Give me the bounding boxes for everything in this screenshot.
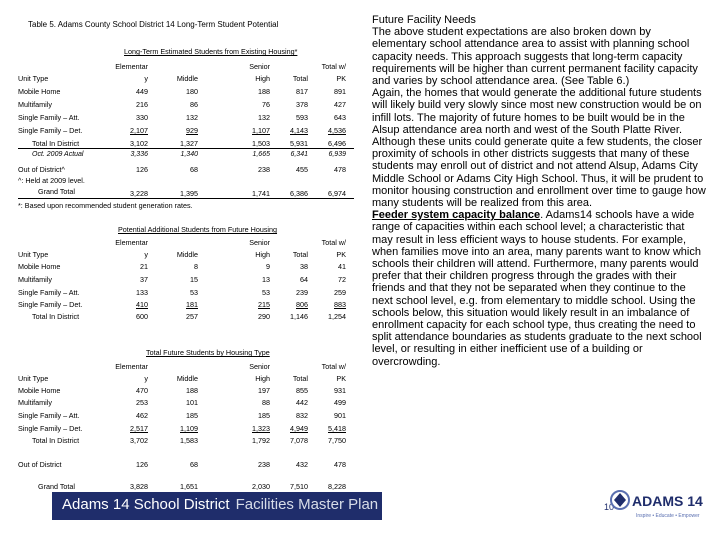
section-heading: Potential Additional Students from Future Housing	[118, 225, 278, 234]
row-label: Total In District	[32, 312, 80, 321]
cell: 593	[296, 113, 308, 122]
col-header: Elementar	[115, 362, 148, 371]
cell: 215	[258, 300, 270, 309]
cell: 133	[136, 288, 148, 297]
col-header: PK	[336, 74, 346, 83]
paragraph	[372, 209, 708, 368]
table-title: Table 5. Adams County School District 14 Long-Term Student Potential	[28, 20, 279, 29]
cell: 1,665	[252, 151, 270, 158]
cell: 1,395	[180, 189, 198, 198]
cell: 4,536	[328, 126, 346, 135]
plan-name: Facilities Master Plan	[235, 496, 379, 513]
cell: 2,107	[130, 126, 148, 135]
cell: 8,228	[328, 482, 346, 491]
cell: 478	[334, 460, 346, 469]
cell: 643	[334, 113, 346, 122]
feeder-label: Feeder system capacity balance	[372, 209, 541, 222]
col-header: y	[144, 74, 148, 83]
paragraph: The above student expectations are also broken down by elementary school attendance area to assist with planning school capacity needs. This approach suggests that long-term capacity requirements will be higher than current permanent facility capacity and varies by school attendance area. (See Table 6.)	[372, 26, 698, 88]
cell: 7,750	[328, 436, 346, 445]
cell: 188	[258, 87, 270, 96]
cell: 378	[296, 100, 308, 109]
paragraph-body: . Adams14 schools have a wide range of capacities within each school level; a characteristic that may result in less efficient ways to house students. For example, when families move into an area, many parents want to know which schools their children will attend. Furthermore, many parents would prefer that their children progress through the grades with their friends and that they not be separated when they continue to the next school level, e.g. from elementary to middle school. Using the schools below, this situation would likely result in an imbalance of enrollment capacity for each school type, thus creating the need to split attendance boundaries as students graduate to the next school level, or resulting in either inefficient use of a building or overcrowding.	[372, 209, 702, 368]
row-label: Total In District	[32, 436, 80, 445]
col-header: y	[144, 374, 148, 383]
col-header: Middle	[176, 250, 198, 259]
cell: 126	[136, 460, 148, 469]
col-header: PK	[336, 374, 346, 383]
cell: 41	[338, 262, 346, 271]
col-header: Senior	[249, 62, 270, 71]
divider	[18, 198, 354, 199]
cell: 185	[258, 411, 270, 420]
cell: 1,503	[252, 139, 270, 148]
col-header: y	[144, 250, 148, 259]
col-header: Total	[292, 374, 308, 383]
cell: 7,510	[290, 482, 308, 491]
cell: 13	[262, 275, 270, 284]
note: ^: Held at 2009 level.	[18, 176, 85, 185]
district-logo	[580, 484, 710, 528]
cell: 7,078	[290, 436, 308, 445]
cell: 3,228	[130, 189, 148, 198]
cell: 1,107	[252, 126, 270, 135]
cell: 4,949	[290, 424, 308, 433]
col-header: Total w/	[321, 362, 346, 371]
cell: 180	[186, 87, 198, 96]
cell: 817	[296, 87, 308, 96]
logo-tagline: Inspire • Educate • Empower	[636, 513, 700, 519]
col-header: Elementar	[115, 62, 148, 71]
paragraph: Again, the homes that would generate the additional future students will likely build very slowly since most new construction would be on infill lots. The majority of future homes to be built would be in the Alsup attendance area north and west of the South Platte River. Although these units could generate quite a few students, the closer proximity of schools in other districts suggests that many of these students may enroll out of district and not attend Alsup, Adams City Middle School or Adams City High School. Thus, it will be prudent to monitor housing construction and enrollment over time to gauge how many students will be realized from this area.	[372, 87, 706, 210]
row-label: Single Family – Det.	[18, 300, 83, 309]
cell: 6,341	[290, 151, 308, 158]
cell: 901	[334, 411, 346, 420]
col-header: Senior	[249, 238, 270, 247]
cell: 2,030	[252, 482, 270, 491]
cell: 9	[266, 262, 270, 271]
cell: 68	[190, 460, 198, 469]
cell: 86	[190, 100, 198, 109]
row-label: Mobile Home	[18, 87, 61, 96]
col-header: Elementar	[115, 238, 148, 247]
row-label: Single Family – Att.	[18, 113, 80, 122]
section-heading: Total Future Students by Housing Type	[146, 348, 270, 357]
row-label: Multifamily	[18, 100, 52, 109]
col-header: Middle	[176, 374, 198, 383]
cell: 462	[136, 411, 148, 420]
col-header: Senior	[249, 362, 270, 371]
cell: 1,327	[180, 139, 198, 148]
cell: 1,254	[328, 312, 346, 321]
cell: 126	[136, 165, 148, 174]
cell: 181	[186, 300, 198, 309]
row-label: Out of District	[18, 460, 62, 469]
cell: 68	[190, 165, 198, 174]
col-header: High	[255, 74, 270, 83]
footer-title	[62, 496, 378, 513]
cell: 197	[258, 386, 270, 395]
cell: 15	[190, 275, 198, 284]
row-label: Oct. 2009 Actual	[32, 151, 84, 158]
cell: 427	[334, 100, 346, 109]
cell: 931	[334, 386, 346, 395]
cell: 855	[296, 386, 308, 395]
cell: 6,974	[328, 189, 346, 198]
cell: 37	[140, 275, 148, 284]
cell: 38	[300, 262, 308, 271]
divider	[18, 148, 354, 149]
cell: 806	[296, 300, 308, 309]
section-heading: Long-Term Estimated Students from Existing Housing*	[124, 47, 298, 56]
cell: 6,496	[328, 139, 346, 148]
col-header: Total w/	[321, 62, 346, 71]
cell: 64	[300, 275, 308, 284]
page-number: 10	[604, 502, 615, 512]
cell: 3,828	[130, 482, 148, 491]
row-label: Mobile Home	[18, 386, 61, 395]
cell: 410	[136, 300, 148, 309]
col-header: Middle	[176, 74, 198, 83]
cell: 3,102	[130, 139, 148, 148]
row-label: Grand Total	[38, 482, 76, 491]
cell: 239	[296, 288, 308, 297]
cell: 891	[334, 87, 346, 96]
cell: 1,340	[180, 151, 198, 158]
cell: 259	[334, 288, 346, 297]
cell: 442	[296, 398, 308, 407]
cell: 470	[136, 386, 148, 395]
cell: 185	[186, 411, 198, 420]
cell: 1,146	[290, 312, 308, 321]
cell: 290	[258, 312, 270, 321]
unit-type-label: Unit Type	[18, 250, 49, 259]
cell: 2,517	[130, 424, 148, 433]
cell: 257	[186, 312, 198, 321]
district-name: Adams 14 School District	[62, 496, 230, 513]
row-label: Single Family – Det.	[18, 126, 83, 135]
unit-type-label: Unit Type	[18, 374, 49, 383]
cell: 8	[194, 262, 198, 271]
panel-heading: Future Facility Needs	[372, 14, 476, 26]
footnote: *: Based upon recommended student generation rates.	[18, 201, 193, 210]
cell: 238	[258, 165, 270, 174]
cell: 1,741	[252, 189, 270, 198]
cell: 188	[186, 386, 198, 395]
col-header: High	[255, 374, 270, 383]
row-label: Multifamily	[18, 275, 52, 284]
col-header: PK	[336, 250, 346, 259]
row-label: Out of District^	[18, 165, 65, 174]
unit-type-label: Unit Type	[18, 74, 49, 83]
right-text-panel	[372, 14, 708, 368]
cell: 478	[334, 165, 346, 174]
cell: 455	[296, 165, 308, 174]
cell: 6,939	[328, 151, 346, 158]
row-label: Single Family – Det.	[18, 424, 83, 433]
cell: 21	[140, 262, 148, 271]
cell: 5,418	[328, 424, 346, 433]
cell: 76	[262, 100, 270, 109]
cell: 3,336	[130, 151, 148, 158]
cell: 5,931	[290, 139, 308, 148]
cell: 330	[136, 113, 148, 122]
logo-text: ADAMS 14	[632, 493, 703, 509]
row-label: Multifamily	[18, 398, 52, 407]
cell: 6,386	[290, 189, 308, 198]
col-header: Total	[292, 250, 308, 259]
cell: 53	[190, 288, 198, 297]
cell: 238	[258, 460, 270, 469]
cell: 1,109	[180, 424, 198, 433]
row-label: Single Family – Att.	[18, 288, 80, 297]
cell: 499	[334, 398, 346, 407]
cell: 88	[262, 398, 270, 407]
cell: 253	[136, 398, 148, 407]
cell: 449	[136, 87, 148, 96]
cell: 132	[186, 113, 198, 122]
logo-icon	[580, 484, 710, 528]
cell: 929	[186, 126, 198, 135]
cell: 101	[186, 398, 198, 407]
col-header: High	[255, 250, 270, 259]
col-header: Total	[292, 74, 308, 83]
row-label: Mobile Home	[18, 262, 61, 271]
row-label: Single Family – Att.	[18, 411, 80, 420]
cell: 432	[296, 460, 308, 469]
row-label: Grand Total	[38, 187, 76, 196]
cell: 4,143	[290, 126, 308, 135]
cell: 1,651	[180, 482, 198, 491]
cell: 1,792	[252, 436, 270, 445]
cell: 3,702	[130, 436, 148, 445]
cell: 53	[262, 288, 270, 297]
cell: 600	[136, 312, 148, 321]
row-label: Total In District	[32, 139, 80, 148]
cell: 832	[296, 411, 308, 420]
cell: 72	[338, 275, 346, 284]
cell: 883	[334, 300, 346, 309]
cell: 132	[258, 113, 270, 122]
cell: 1,323	[252, 424, 270, 433]
col-header: Total w/	[321, 238, 346, 247]
cell: 1,583	[180, 436, 198, 445]
cell: 216	[136, 100, 148, 109]
